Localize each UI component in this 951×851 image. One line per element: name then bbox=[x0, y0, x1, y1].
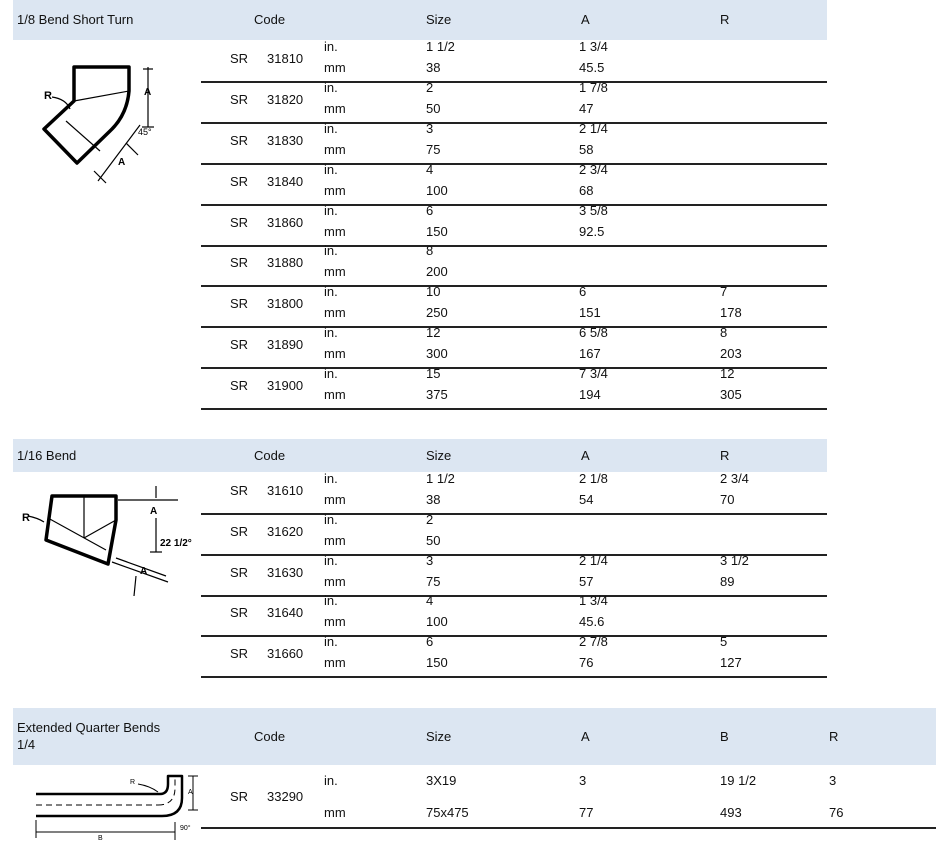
column-header-r: R bbox=[720, 12, 730, 27]
size-in: 2 bbox=[426, 512, 434, 527]
unit-mm: mm bbox=[324, 60, 346, 75]
column-header-size: Size bbox=[426, 448, 452, 463]
unit-mm: mm bbox=[324, 101, 346, 116]
a-mm: 194 bbox=[579, 387, 601, 402]
code-number: 31620 bbox=[267, 524, 304, 539]
code-number: 31900 bbox=[267, 378, 304, 393]
size-in: 10 bbox=[426, 284, 441, 299]
r-mm: 203 bbox=[720, 346, 742, 361]
r-mm: 178 bbox=[720, 305, 742, 320]
unit-in: in. bbox=[324, 634, 338, 649]
table-row bbox=[201, 40, 827, 83]
size-in: 12 bbox=[426, 325, 441, 340]
unit-mm: mm bbox=[324, 574, 346, 589]
unit-in: in. bbox=[324, 284, 338, 299]
column-header-code: Code bbox=[254, 729, 286, 744]
code-number: 31610 bbox=[267, 483, 304, 498]
column-header-size: Size bbox=[426, 12, 452, 27]
code-prefix: SR bbox=[230, 255, 249, 270]
a-mm: 45.6 bbox=[579, 614, 605, 629]
r-in: 3 bbox=[829, 773, 837, 788]
angle-label: 45° bbox=[138, 127, 152, 137]
table-row bbox=[201, 326, 827, 369]
unit-in: in. bbox=[324, 121, 338, 136]
size-in: 4 bbox=[426, 593, 434, 608]
r-mm: 70 bbox=[720, 492, 735, 507]
a-mm: 77 bbox=[579, 805, 594, 820]
code-prefix: SR bbox=[230, 174, 249, 189]
unit-mm: mm bbox=[324, 142, 346, 157]
code-number: 33290 bbox=[267, 789, 304, 804]
table-row bbox=[201, 635, 827, 678]
table-row bbox=[201, 472, 827, 515]
a-mm: 47 bbox=[579, 101, 594, 116]
table-row bbox=[201, 513, 827, 556]
code-prefix: SR bbox=[230, 483, 249, 498]
a-in: 3 bbox=[579, 773, 587, 788]
size-in: 6 bbox=[426, 634, 434, 649]
size-mm: 50 bbox=[426, 533, 441, 548]
a-in: 7 3/4 bbox=[579, 366, 608, 381]
column-header-a: A bbox=[581, 729, 590, 744]
unit-mm: mm bbox=[324, 655, 346, 670]
r-mm: 89 bbox=[720, 574, 735, 589]
column-header-r: R bbox=[829, 729, 839, 744]
code-number: 31660 bbox=[267, 646, 304, 661]
section-header-eighth-bend bbox=[13, 0, 827, 40]
b-mm: 493 bbox=[720, 805, 742, 820]
table-row bbox=[201, 554, 827, 597]
unit-mm: mm bbox=[324, 614, 346, 629]
radius-label: R bbox=[130, 779, 136, 786]
r-in: 12 bbox=[720, 366, 735, 381]
eighth-bend-diagram bbox=[30, 55, 165, 190]
b-in: 19 1/2 bbox=[720, 773, 757, 788]
a-mm: 167 bbox=[579, 346, 601, 361]
size-in: 4 bbox=[426, 162, 434, 177]
unit-in: in. bbox=[324, 80, 338, 95]
code-number: 31630 bbox=[267, 565, 304, 580]
unit-in: in. bbox=[324, 162, 338, 177]
unit-in: in. bbox=[324, 773, 338, 788]
a-mm: 76 bbox=[579, 655, 594, 670]
sixteenth-bend-diagram bbox=[18, 478, 200, 603]
size-mm: 150 bbox=[426, 224, 448, 239]
unit-in: in. bbox=[324, 593, 338, 608]
code-number: 31820 bbox=[267, 92, 304, 107]
size-mm: 300 bbox=[426, 346, 448, 361]
b-label: B bbox=[98, 835, 103, 842]
r-in: 8 bbox=[720, 325, 728, 340]
a-in: 1 3/4 bbox=[579, 39, 608, 54]
a-in: 3 5/8 bbox=[579, 203, 608, 218]
section-title-line1: Extended Quarter Bends bbox=[17, 720, 161, 735]
section-title-line2: 1/4 bbox=[17, 737, 36, 752]
size-mm: 38 bbox=[426, 492, 441, 507]
code-number: 31810 bbox=[267, 51, 304, 66]
a-in: 2 1/8 bbox=[579, 471, 608, 486]
extended-quarter-bend-diagram bbox=[30, 770, 205, 846]
a-in: 1 3/4 bbox=[579, 593, 608, 608]
r-in: 2 3/4 bbox=[720, 471, 749, 486]
a-in: 6 bbox=[579, 284, 587, 299]
column-header-a: A bbox=[581, 12, 590, 27]
size-mm: 75 bbox=[426, 574, 441, 589]
size-mm: 375 bbox=[426, 387, 448, 402]
code-prefix: SR bbox=[230, 646, 249, 661]
unit-mm: mm bbox=[324, 805, 346, 820]
column-header-size: Size bbox=[426, 729, 452, 744]
table-row bbox=[201, 204, 827, 247]
a-in: 2 7/8 bbox=[579, 634, 608, 649]
a-mm: 57 bbox=[579, 574, 594, 589]
a-mm: 151 bbox=[579, 305, 601, 320]
unit-mm: mm bbox=[324, 387, 346, 402]
unit-in: in. bbox=[324, 553, 338, 568]
a-mm: 45.5 bbox=[579, 60, 605, 75]
unit-in: in. bbox=[324, 39, 338, 54]
r-in: 3 1/2 bbox=[720, 553, 749, 568]
code-prefix: SR bbox=[230, 605, 249, 620]
column-header-code: Code bbox=[254, 12, 286, 27]
section-header-sixteenth-bend bbox=[13, 439, 827, 472]
radius-label: R bbox=[44, 90, 52, 102]
a-mm: 58 bbox=[579, 142, 594, 157]
unit-mm: mm bbox=[324, 224, 346, 239]
r-in: 5 bbox=[720, 634, 728, 649]
code-prefix: SR bbox=[230, 378, 249, 393]
column-header-b: B bbox=[720, 729, 729, 744]
section-title: 1/16 Bend bbox=[17, 448, 77, 463]
size-in: 1 1/2 bbox=[426, 471, 455, 486]
table-row bbox=[201, 285, 827, 328]
size-in: 8 bbox=[426, 243, 434, 258]
unit-in: in. bbox=[324, 203, 338, 218]
r-mm: 305 bbox=[720, 387, 742, 402]
a-label: A bbox=[150, 506, 158, 517]
code-prefix: SR bbox=[230, 337, 249, 352]
code-prefix: SR bbox=[230, 565, 249, 580]
r-in: 7 bbox=[720, 284, 728, 299]
a-label-lower: A bbox=[118, 157, 126, 168]
size-in: 15 bbox=[426, 366, 441, 381]
a-label: A bbox=[144, 87, 152, 98]
code-prefix: SR bbox=[230, 215, 249, 230]
unit-mm: mm bbox=[324, 346, 346, 361]
size-in: 3 bbox=[426, 121, 434, 136]
size-mm: 38 bbox=[426, 60, 441, 75]
table-row bbox=[201, 765, 936, 829]
size-in: 1 1/2 bbox=[426, 39, 455, 54]
size-in: 3 bbox=[426, 553, 434, 568]
column-header-code: Code bbox=[254, 448, 286, 463]
table-row bbox=[201, 122, 827, 165]
size-mm: 100 bbox=[426, 614, 448, 629]
size-mm: 75 bbox=[426, 142, 441, 157]
size-in: 2 bbox=[426, 80, 434, 95]
angle-label: 90° bbox=[180, 825, 191, 832]
code-number: 31640 bbox=[267, 605, 304, 620]
size-mm: 75x475 bbox=[426, 805, 469, 820]
table-row bbox=[201, 81, 827, 124]
size-mm: 50 bbox=[426, 101, 441, 116]
unit-in: in. bbox=[324, 325, 338, 340]
unit-mm: mm bbox=[324, 183, 346, 198]
code-prefix: SR bbox=[230, 789, 249, 804]
a-in: 2 3/4 bbox=[579, 162, 608, 177]
table-row bbox=[201, 244, 827, 287]
a-in: 2 1/4 bbox=[579, 121, 608, 136]
size-mm: 200 bbox=[426, 264, 448, 279]
size-mm: 150 bbox=[426, 655, 448, 670]
r-mm: 76 bbox=[829, 805, 844, 820]
table-row bbox=[201, 163, 827, 206]
size-mm: 100 bbox=[426, 183, 448, 198]
size-mm: 250 bbox=[426, 305, 448, 320]
column-header-r: R bbox=[720, 448, 730, 463]
unit-in: in. bbox=[324, 512, 338, 527]
table-row bbox=[201, 367, 827, 410]
a-in: 6 5/8 bbox=[579, 325, 608, 340]
column-header-a: A bbox=[581, 448, 590, 463]
section-title: 1/8 Bend Short Turn bbox=[17, 12, 134, 27]
code-prefix: SR bbox=[230, 524, 249, 539]
unit-in: in. bbox=[324, 471, 338, 486]
unit-mm: mm bbox=[324, 533, 346, 548]
size-in: 3X19 bbox=[426, 773, 457, 788]
code-prefix: SR bbox=[230, 51, 249, 66]
a-mm: 68 bbox=[579, 183, 594, 198]
code-number: 31860 bbox=[267, 215, 304, 230]
unit-mm: mm bbox=[324, 264, 346, 279]
code-prefix: SR bbox=[230, 296, 249, 311]
size-in: 6 bbox=[426, 203, 434, 218]
code-number: 31880 bbox=[267, 255, 304, 270]
a-in: 2 1/4 bbox=[579, 553, 608, 568]
unit-in: in. bbox=[324, 366, 338, 381]
unit-mm: mm bbox=[324, 305, 346, 320]
unit-in: in. bbox=[324, 243, 338, 258]
table-row bbox=[201, 594, 827, 637]
code-number: 31830 bbox=[267, 133, 304, 148]
code-prefix: SR bbox=[230, 92, 249, 107]
a-mm: 92.5 bbox=[579, 224, 605, 239]
code-number: 31840 bbox=[267, 174, 304, 189]
r-mm: 127 bbox=[720, 655, 742, 670]
section-header-extended-quarter-bends bbox=[13, 708, 936, 765]
a-label: A bbox=[188, 789, 193, 796]
a-mm: 54 bbox=[579, 492, 594, 507]
code-number: 31890 bbox=[267, 337, 304, 352]
a-label-lower: A bbox=[140, 566, 148, 577]
radius-label: R bbox=[22, 512, 30, 524]
code-number: 31800 bbox=[267, 296, 304, 311]
a-in: 1 7/8 bbox=[579, 80, 608, 95]
unit-mm: mm bbox=[324, 492, 346, 507]
code-prefix: SR bbox=[230, 133, 249, 148]
angle-label: 22 1/2° bbox=[160, 538, 192, 549]
